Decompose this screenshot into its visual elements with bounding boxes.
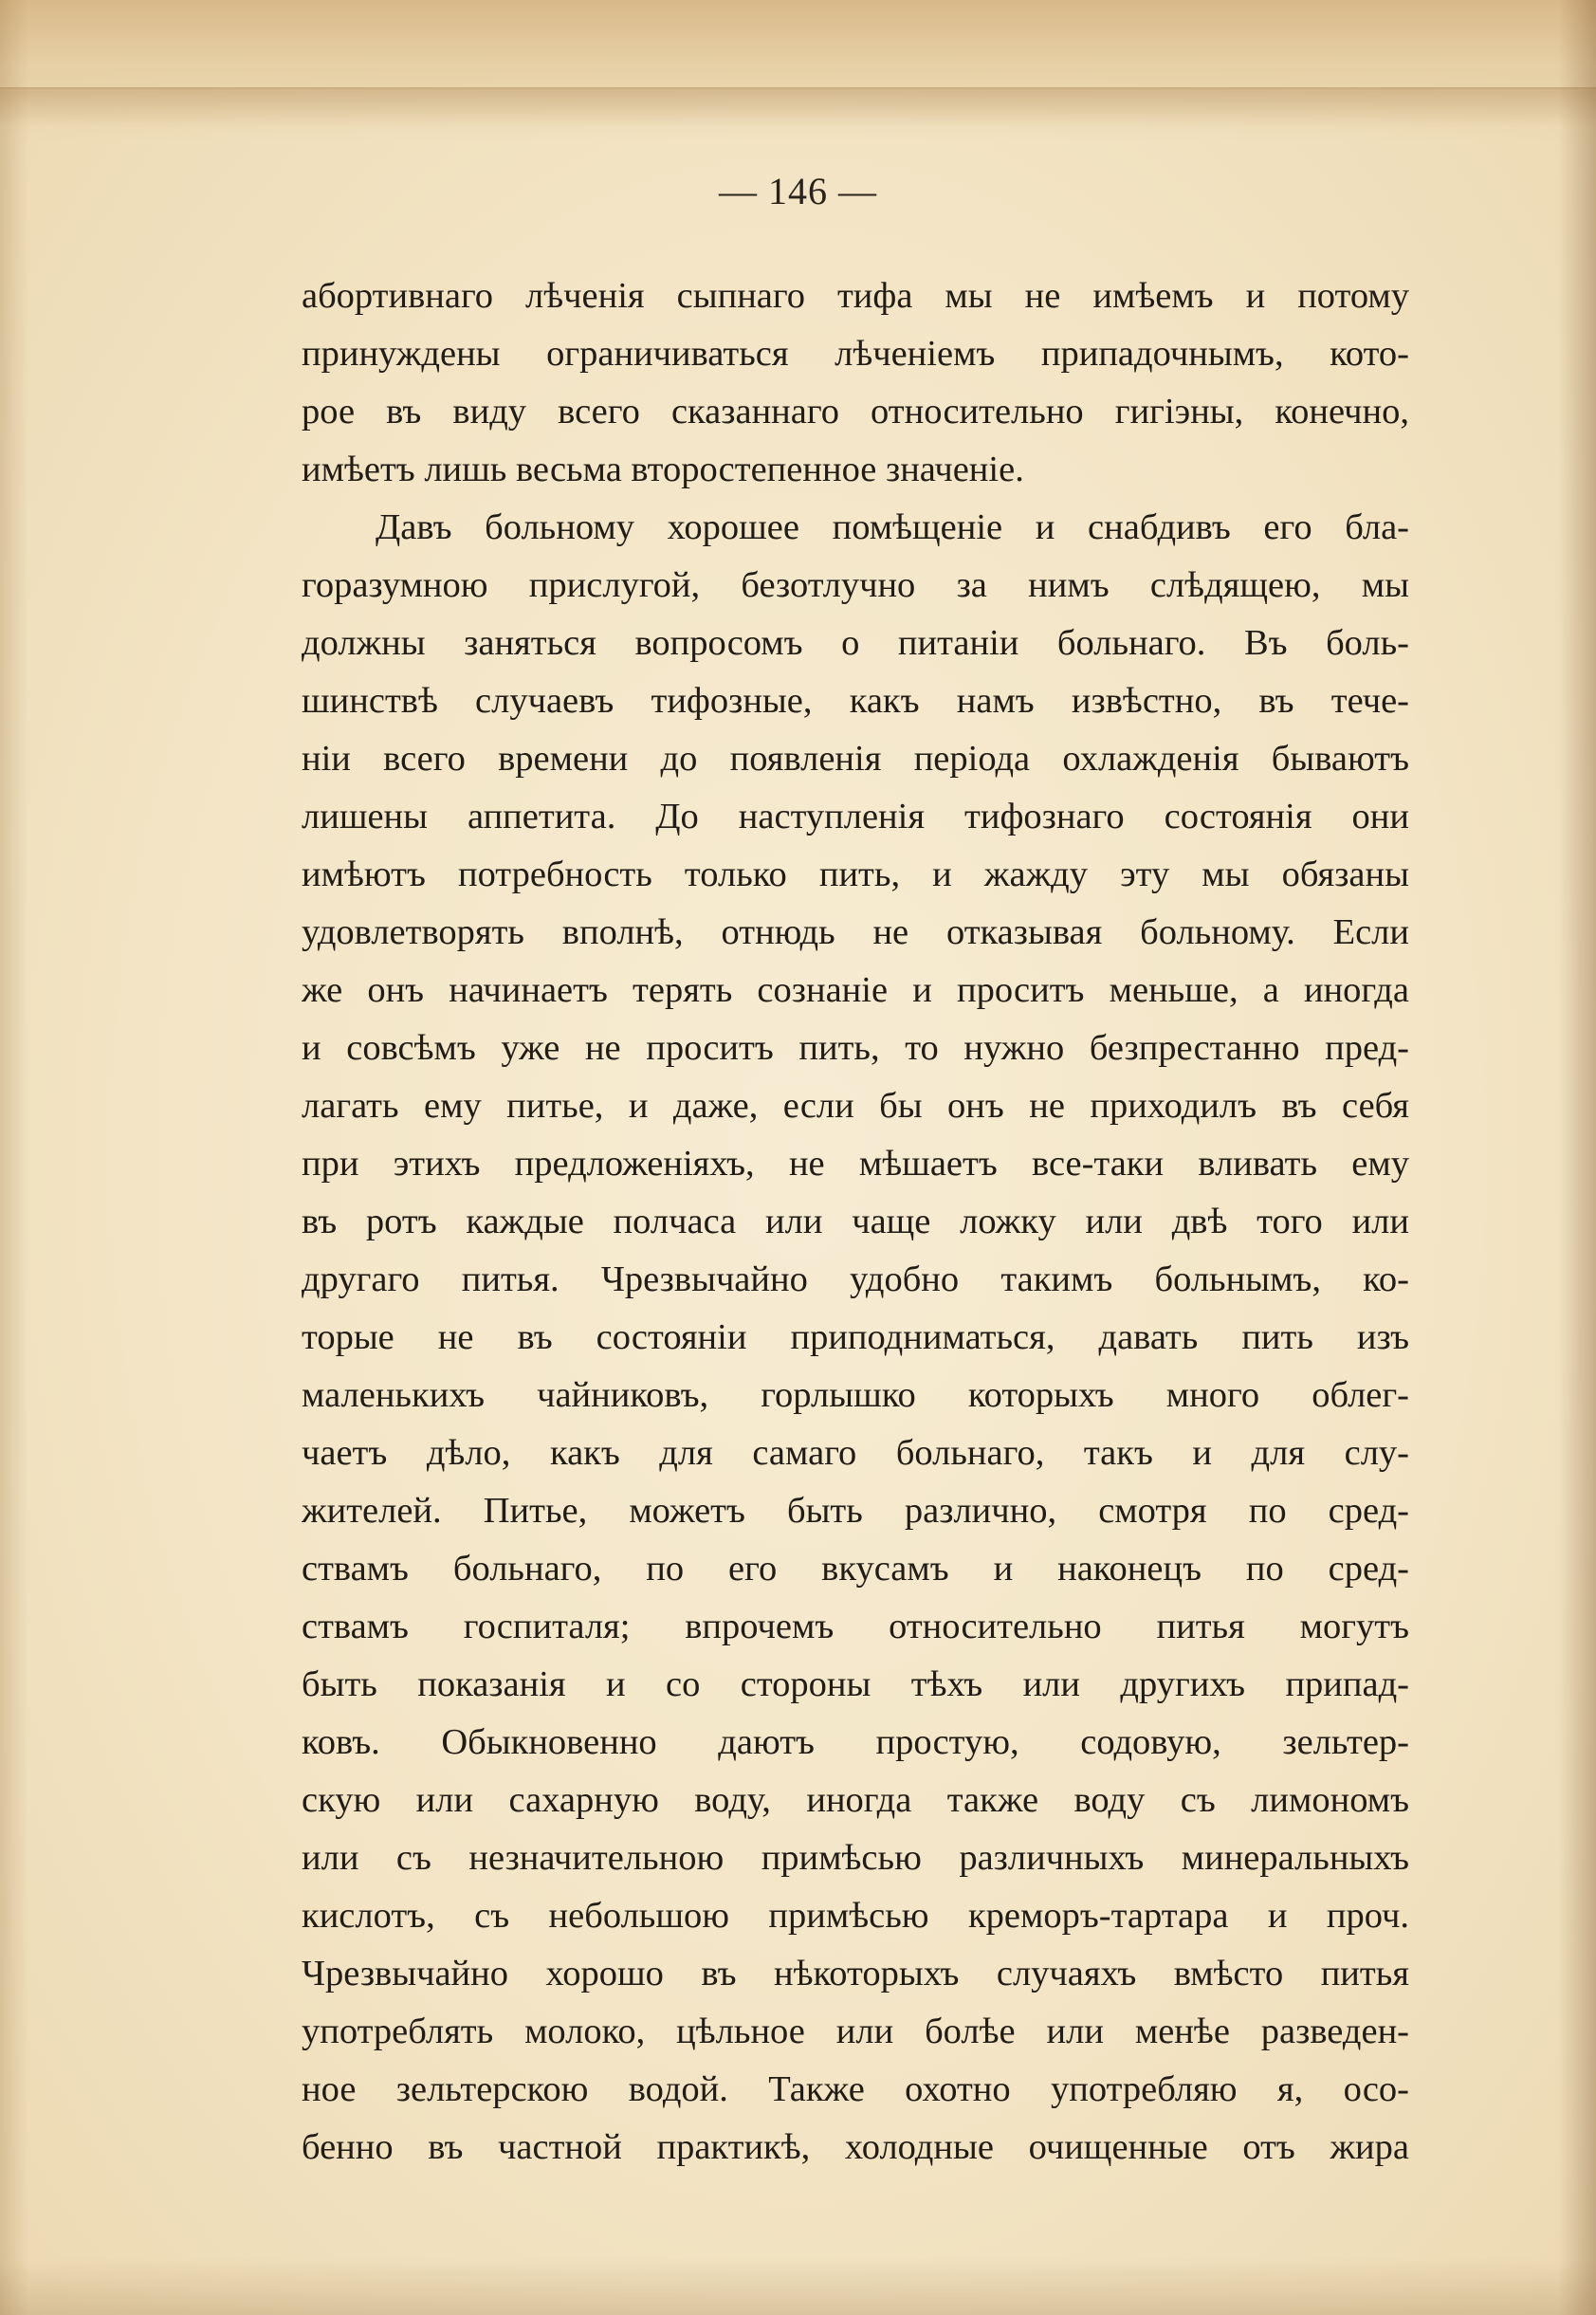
text-line: маленькихъ чайниковъ, горлышко которыхъ много облег- — [302, 1375, 1409, 1415]
text-line: или съ незначительною примѣсью различныхъ минеральныхъ — [302, 1838, 1409, 1878]
text-line: бенно въ частной практикѣ, холодные очищенные отъ жира — [302, 2127, 1409, 2167]
text-line: въ ротъ каждые полчаса или чаще ложку или двѣ того или — [302, 1202, 1409, 1241]
text-line: чаетъ дѣло, какъ для самаго больнаго, такъ и для слу- — [302, 1433, 1409, 1473]
text-line: лишены аппетита. До наступленія тифознаго состоянія они — [302, 797, 1409, 836]
text-line: ніи всего времени до появленія періода охлажденія бываютъ — [302, 739, 1409, 779]
paragraph-first-line: Давъ больному хорошее помѣщеніе и снабдивъ его бла- — [376, 507, 1409, 547]
left-margin-shadow — [0, 0, 28, 2315]
page-number: — 146 — — [719, 170, 877, 212]
bottom-margin-shadow — [0, 2258, 1596, 2315]
text-line: имѣютъ потребность только пить, и жажду эту мы обязаны — [302, 854, 1409, 894]
text-line: при этихъ предложеніяхъ, не мѣшаетъ все-таки вливать ему — [302, 1144, 1409, 1184]
text-line: лагать ему питье, и даже, если бы онъ не приходилъ въ себя — [302, 1086, 1409, 1126]
text-line: принуждены ограничиваться лѣченіемъ припадочнымъ, кото- — [302, 334, 1409, 374]
text-line: скую или сахарную воду, иногда также воду съ лимономъ — [302, 1780, 1409, 1820]
text-line: же онъ начинаетъ терять сознаніе и проситъ меньше, а иногда — [302, 970, 1409, 1010]
text-line: ствамъ госпиталя; впрочемъ относительно питья могутъ — [302, 1607, 1409, 1646]
text-line: ное зельтерскою водой. Также охотно употребляю я, осо- — [302, 2069, 1409, 2109]
text-line: Чрезвычайно хорошо въ нѣкоторыхъ случаяхъ вмѣсто питья — [302, 1954, 1409, 1993]
page-edge-shadow — [0, 87, 1596, 127]
text-line: имѣетъ лишь весьма второстепенное значеніе. — [302, 450, 1024, 489]
text-line: шинствѣ случаевъ тифозные, какъ намъ извѣстно, въ тече- — [302, 681, 1409, 721]
right-margin-shadow — [1558, 0, 1596, 2315]
text-line: горазумною прислугой, безотлучно за нимъ слѣдящею, мы — [302, 565, 1409, 605]
text-line: абортивнаго лѣченія сыпнаго тифа мы не имѣемъ и потому — [302, 276, 1409, 316]
text-line: кислотъ, съ небольшою примѣсью креморъ-тартара и проч. — [302, 1896, 1409, 1936]
text-line: торые не въ состояніи приподниматься, давать пить изъ — [302, 1317, 1409, 1357]
text-line: должны заняться вопросомъ о питаніи больнаго. Въ боль- — [302, 623, 1409, 663]
text-line: ковъ. Обыкновенно даютъ простую, содовую, зельтер- — [302, 1722, 1409, 1762]
body-text — [302, 267, 1409, 2177]
text-line: жителей. Питье, можетъ быть различно, смотря по сред- — [302, 1491, 1409, 1531]
text-line: быть показанія и со стороны тѣхъ или другихъ припад- — [302, 1664, 1409, 1704]
text-line: рое въ виду всего сказаннаго относительно гигіэны, конечно, — [302, 392, 1409, 432]
text-line: и совсѣмъ уже не проситъ пить, то нужно безпрестанно пред- — [302, 1028, 1409, 1068]
text-line: другаго питья. Чрезвычайно удобно такимъ больнымъ, ко- — [302, 1259, 1409, 1299]
text-line: употреблять молоко, цѣльное или болѣе или менѣе разведен- — [302, 2012, 1409, 2051]
text-line: ствамъ больнаго, по его вкусамъ и наконецъ по сред- — [302, 1549, 1409, 1589]
text-line: удовлетворять вполнѣ, отнюдь не отказывая больному. Если — [302, 912, 1409, 952]
